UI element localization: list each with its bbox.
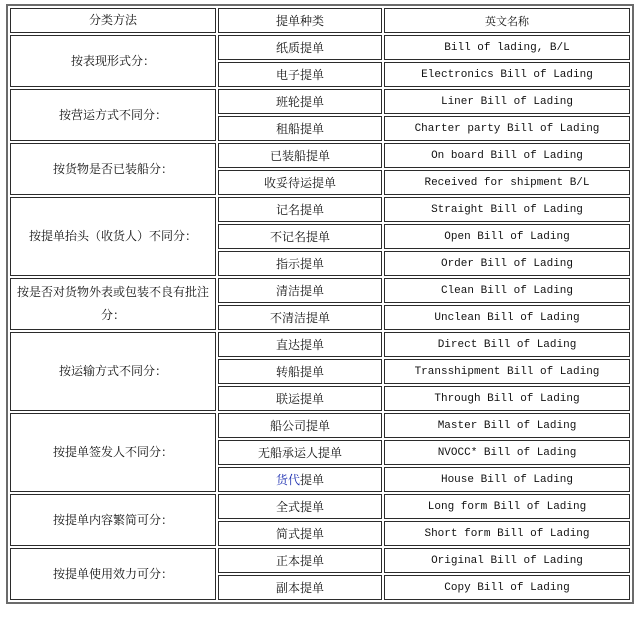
category-cell: 按提单抬头（收货人）不同分： xyxy=(10,197,216,276)
english-name-cell: Through Bill of Lading xyxy=(384,386,630,411)
category-cell: 按营运方式不同分： xyxy=(10,89,216,141)
english-name-cell: Long form Bill of Lading xyxy=(384,494,630,519)
english-name-cell: Original Bill of Lading xyxy=(384,548,630,573)
type-cell: 不记名提单 xyxy=(218,224,382,249)
freight-forwarder-link[interactable]: 货代 xyxy=(275,473,300,487)
table-row xyxy=(10,332,630,357)
table-row xyxy=(10,89,630,114)
english-name-cell: Bill of lading, B/L xyxy=(384,35,630,60)
table-row xyxy=(10,413,630,438)
english-name-cell: NVOCC* Bill of Lading xyxy=(384,440,630,465)
type-cell: 指示提单 xyxy=(218,251,382,276)
category-cell: 按提单签发人不同分： xyxy=(10,413,216,492)
english-name-cell: Transshipment Bill of Lading xyxy=(384,359,630,384)
english-name-cell: Received for shipment B/L xyxy=(384,170,630,195)
category-cell: 按提单使用效力可分： xyxy=(10,548,216,600)
type-cell: 班轮提单 xyxy=(218,89,382,114)
type-cell: 简式提单 xyxy=(218,521,382,546)
english-name-cell: Copy Bill of Lading xyxy=(384,575,630,600)
type-cell: 副本提单 xyxy=(218,575,382,600)
english-name-cell: Short form Bill of Lading xyxy=(384,521,630,546)
type-cell: 租船提单 xyxy=(218,116,382,141)
header-type: 提单种类 xyxy=(218,8,382,33)
type-cell: 电子提单 xyxy=(218,62,382,87)
english-name-cell: Electronics Bill of Lading xyxy=(384,62,630,87)
category-cell: 按运输方式不同分： xyxy=(10,332,216,411)
english-name-cell: Liner Bill of Lading xyxy=(384,89,630,114)
type-cell: 无船承运人提单 xyxy=(218,440,382,465)
bill-of-lading-table xyxy=(6,4,634,604)
type-cell: 转船提单 xyxy=(218,359,382,384)
english-name-cell: On board Bill of Lading xyxy=(384,143,630,168)
type-cell: 收妥待运提单 xyxy=(218,170,382,195)
english-name-cell: Open Bill of Lading xyxy=(384,224,630,249)
english-name-cell: Direct Bill of Lading xyxy=(384,332,630,357)
table-row xyxy=(10,278,630,303)
table-row xyxy=(10,35,630,60)
type-cell xyxy=(218,467,382,492)
table-row xyxy=(10,143,630,168)
table-row xyxy=(10,494,630,519)
category-cell: 按提单内容繁简可分： xyxy=(10,494,216,546)
type-cell: 记名提单 xyxy=(218,197,382,222)
category-cell: 按表现形式分： xyxy=(10,35,216,87)
table-body xyxy=(10,35,630,600)
english-name-cell: Unclean Bill of Lading xyxy=(384,305,630,330)
english-name-cell: Charter party Bill of Lading xyxy=(384,116,630,141)
english-name-cell: Straight Bill of Lading xyxy=(384,197,630,222)
english-name-cell: House Bill of Lading xyxy=(384,467,630,492)
english-name-cell: Order Bill of Lading xyxy=(384,251,630,276)
type-cell: 已装船提单 xyxy=(218,143,382,168)
english-name-cell: Clean Bill of Lading xyxy=(384,278,630,303)
table-row xyxy=(10,548,630,573)
category-cell: 按货物是否已装船分： xyxy=(10,143,216,195)
table-row xyxy=(10,197,630,222)
type-cell: 不清洁提单 xyxy=(218,305,382,330)
english-name-cell: Master Bill of Lading xyxy=(384,413,630,438)
type-cell: 纸质提单 xyxy=(218,35,382,60)
category-cell: 按是否对货物外表或包装不良有批注分： xyxy=(10,278,216,330)
type-cell: 直达提单 xyxy=(218,332,382,357)
type-text: 提单 xyxy=(300,473,325,487)
type-cell: 全式提单 xyxy=(218,494,382,519)
type-cell: 正本提单 xyxy=(218,548,382,573)
header-english: 英文名称 xyxy=(384,8,630,33)
type-cell: 联运提单 xyxy=(218,386,382,411)
header-row xyxy=(10,8,630,33)
type-cell: 船公司提单 xyxy=(218,413,382,438)
type-cell: 清洁提单 xyxy=(218,278,382,303)
header-category: 分类方法 xyxy=(10,8,216,33)
